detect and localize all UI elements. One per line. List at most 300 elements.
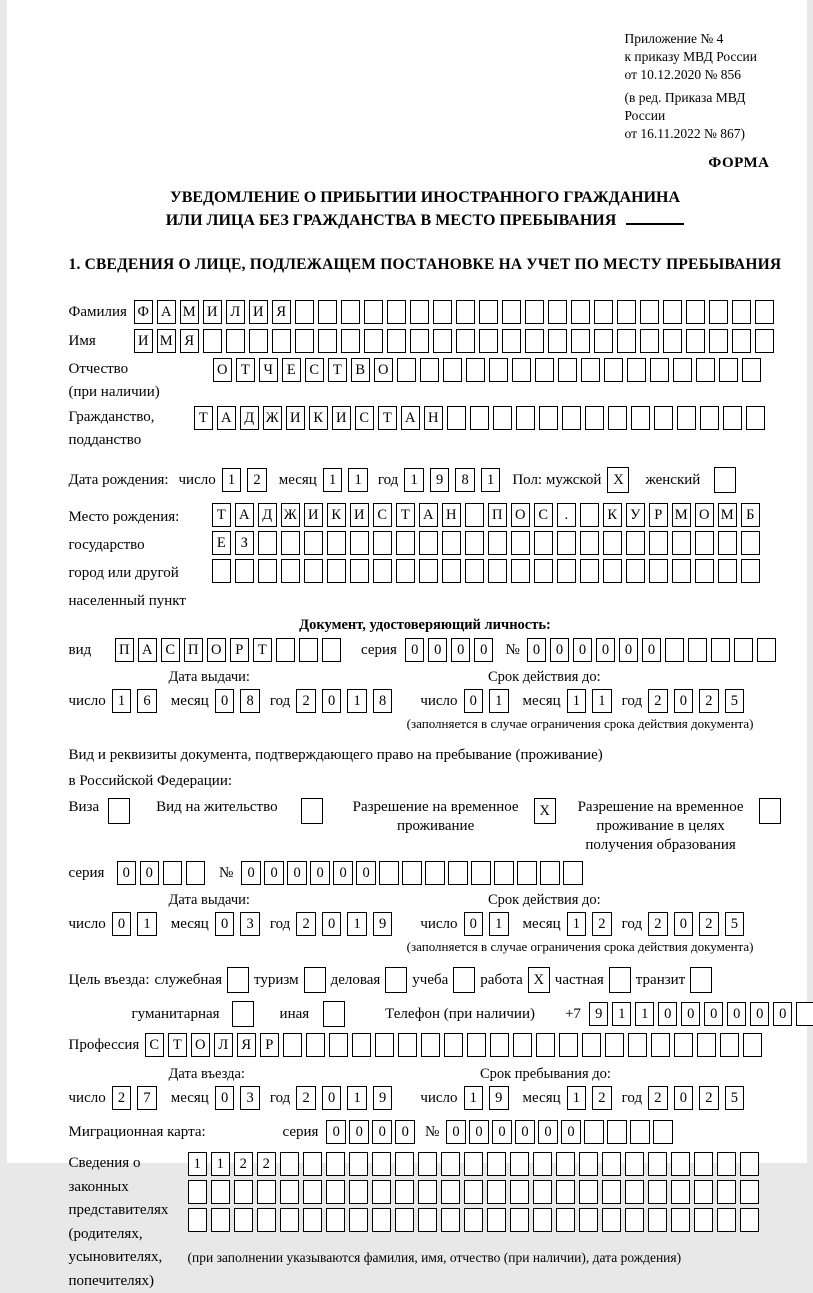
- patronymic-grid-cell-20[interactable]: [650, 358, 670, 382]
- stay-doc-number-grid-cell-1[interactable]: 0: [241, 861, 261, 885]
- phone-grid-cell-1[interactable]: 9: [589, 1002, 609, 1026]
- citizenship-grid-cell-21[interactable]: [654, 406, 674, 430]
- doc-issue-year-grid-cell-1[interactable]: 2: [296, 689, 316, 713]
- profession-grid-cell-25[interactable]: [697, 1033, 717, 1057]
- given-name-grid-cell-20[interactable]: [571, 329, 591, 353]
- given-name-grid-cell-9[interactable]: [318, 329, 338, 353]
- patronymic-grid-cell-6[interactable]: Т: [328, 358, 348, 382]
- phone-grid-cell-3[interactable]: 1: [635, 1002, 655, 1026]
- birth-place-grid-row-3-cell-2[interactable]: [235, 559, 255, 583]
- doc-kind-grid-cell-9[interactable]: [299, 638, 319, 662]
- doc-number-grid-cell-11[interactable]: [757, 638, 777, 662]
- temp-permit-checkbox-cell-1[interactable]: X: [534, 798, 556, 824]
- entry-year-grid-cell-4[interactable]: 9: [373, 1086, 393, 1110]
- given-name-grid-cell-16[interactable]: [479, 329, 499, 353]
- migration-series-grid-cell-2[interactable]: 0: [349, 1120, 369, 1144]
- given-name-grid-cell-3[interactable]: Я: [180, 329, 200, 353]
- doc-issue-year-grid-cell-2[interactable]: 0: [322, 689, 342, 713]
- patronymic-grid-cell-18[interactable]: [604, 358, 624, 382]
- stay-doc-series-grid-cell-1[interactable]: 0: [117, 861, 137, 885]
- representatives-grid-row-3-cell-19[interactable]: [602, 1208, 622, 1232]
- citizenship-grid-cell-23[interactable]: [700, 406, 720, 430]
- surname-grid-cell-16[interactable]: [479, 300, 499, 324]
- doc-issue-year-grid-cell-3[interactable]: 1: [347, 689, 367, 713]
- representatives-grid-row-2-cell-16[interactable]: [533, 1180, 553, 1204]
- sex-male-checkbox-cell-1[interactable]: X: [607, 467, 629, 493]
- representatives-grid-row-3-cell-16[interactable]: [533, 1208, 553, 1232]
- birth-place-grid-row-1-cell-22[interactable]: О: [695, 503, 715, 527]
- stay-doc-number-grid-cell-14[interactable]: [540, 861, 560, 885]
- representatives-grid-row-1-cell-4[interactable]: 2: [257, 1152, 277, 1176]
- doc-number-grid-cell-6[interactable]: 0: [642, 638, 662, 662]
- representatives-grid-row-3-cell-23[interactable]: [694, 1208, 714, 1232]
- birth-place-grid-row-3-cell-10[interactable]: [419, 559, 439, 583]
- doc-kind-grid-cell-6[interactable]: Р: [230, 638, 250, 662]
- representatives-grid-row-2-cell-22[interactable]: [671, 1180, 691, 1204]
- migration-number-grid-cell-10[interactable]: [653, 1120, 673, 1144]
- representatives-grid-row-1-cell-2[interactable]: 1: [211, 1152, 231, 1176]
- patronymic-grid-cell-24[interactable]: [742, 358, 762, 382]
- representatives-grid-row-3-cell-8[interactable]: [349, 1208, 369, 1232]
- stay-until-year-grid-cell-1[interactable]: 2: [648, 1086, 668, 1110]
- doc-kind-grid-cell-3[interactable]: С: [161, 638, 181, 662]
- surname-grid-cell-21[interactable]: [594, 300, 614, 324]
- birth-day-grid-cell-2[interactable]: 2: [247, 468, 267, 492]
- stay-issue-month-grid-cell-1[interactable]: 0: [215, 912, 235, 936]
- migration-series-grid-cell-3[interactable]: 0: [372, 1120, 392, 1144]
- migration-number-grid-cell-9[interactable]: [630, 1120, 650, 1144]
- stay-doc-number-grid-cell-12[interactable]: [494, 861, 514, 885]
- representatives-grid-row-1-cell-22[interactable]: [671, 1152, 691, 1176]
- phone-grid-cell-10[interactable]: [796, 1002, 813, 1026]
- stay-issue-year-grid-cell-4[interactable]: 9: [373, 912, 393, 936]
- birth-place-grid-row-3-cell-4[interactable]: [281, 559, 301, 583]
- doc-kind-grid-cell-5[interactable]: О: [207, 638, 227, 662]
- stay-doc-number-grid-cell-8[interactable]: [402, 861, 422, 885]
- surname-grid-cell-18[interactable]: [525, 300, 545, 324]
- stay-until-year-grid-cell-4[interactable]: 5: [725, 1086, 745, 1110]
- citizenship-grid-cell-2[interactable]: А: [217, 406, 237, 430]
- birth-place-grid-row-2-cell-6[interactable]: [327, 531, 347, 555]
- citizenship-grid-cell-15[interactable]: [516, 406, 536, 430]
- edu-permit-checkbox-cell-1[interactable]: [759, 798, 781, 824]
- birth-place-grid-row-1-cell-24[interactable]: Б: [741, 503, 761, 527]
- representatives-grid-row-3-cell-7[interactable]: [326, 1208, 346, 1232]
- surname-grid-cell-12[interactable]: [387, 300, 407, 324]
- surname-grid-cell-22[interactable]: [617, 300, 637, 324]
- stay-valid-month-grid-cell-1[interactable]: 1: [567, 912, 587, 936]
- citizenship-grid-cell-22[interactable]: [677, 406, 697, 430]
- patronymic-grid-cell-23[interactable]: [719, 358, 739, 382]
- representatives-grid-row-2-cell-18[interactable]: [579, 1180, 599, 1204]
- birth-place-grid-row-3-cell-23[interactable]: [718, 559, 738, 583]
- surname-grid-cell-3[interactable]: М: [180, 300, 200, 324]
- citizenship-grid-cell-11[interactable]: Н: [424, 406, 444, 430]
- birth-place-grid-row-3-cell-15[interactable]: [534, 559, 554, 583]
- citizenship-grid-cell-9[interactable]: Т: [378, 406, 398, 430]
- profession-grid-cell-16[interactable]: [490, 1033, 510, 1057]
- profession-grid-cell-27[interactable]: [743, 1033, 763, 1057]
- purpose-other-checkbox-cell-1[interactable]: [323, 1001, 345, 1027]
- birth-place-grid-row-2-cell-23[interactable]: [718, 531, 738, 555]
- given-name-grid-cell-25[interactable]: [686, 329, 706, 353]
- doc-issue-year-grid-cell-4[interactable]: 8: [373, 689, 393, 713]
- birth-place-grid-row-3-cell-20[interactable]: [649, 559, 669, 583]
- birth-place-grid-row-2-cell-7[interactable]: [350, 531, 370, 555]
- surname-grid-cell-1[interactable]: Ф: [134, 300, 154, 324]
- representatives-grid-row-2-cell-11[interactable]: [418, 1180, 438, 1204]
- given-name-grid-cell-11[interactable]: [364, 329, 384, 353]
- phone-grid-cell-9[interactable]: 0: [773, 1002, 793, 1026]
- surname-grid-cell-24[interactable]: [663, 300, 683, 324]
- representatives-grid-row-1-cell-9[interactable]: [372, 1152, 392, 1176]
- stay-valid-year-grid-cell-4[interactable]: 5: [725, 912, 745, 936]
- birth-place-grid-row-2-cell-3[interactable]: [258, 531, 278, 555]
- surname-grid-cell-19[interactable]: [548, 300, 568, 324]
- given-name-grid-cell-15[interactable]: [456, 329, 476, 353]
- profession-grid-cell-23[interactable]: [651, 1033, 671, 1057]
- birth-place-grid-row-2-cell-19[interactable]: [626, 531, 646, 555]
- doc-kind-grid-cell-8[interactable]: [276, 638, 296, 662]
- birth-place-grid-row-1-cell-6[interactable]: К: [327, 503, 347, 527]
- stay-doc-number-grid-cell-11[interactable]: [471, 861, 491, 885]
- representatives-grid-row-1-cell-3[interactable]: 2: [234, 1152, 254, 1176]
- doc-kind-grid-cell-7[interactable]: Т: [253, 638, 273, 662]
- birth-place-grid-row-1-cell-2[interactable]: А: [235, 503, 255, 527]
- representatives-grid-row-2-cell-13[interactable]: [464, 1180, 484, 1204]
- purpose-tourism-checkbox-cell-1[interactable]: [304, 967, 326, 993]
- stay-doc-number-grid-cell-6[interactable]: 0: [356, 861, 376, 885]
- birth-place-grid-row-2-cell-9[interactable]: [396, 531, 416, 555]
- birth-place-grid-row-1-cell-21[interactable]: М: [672, 503, 692, 527]
- entry-day-grid-cell-1[interactable]: 2: [112, 1086, 132, 1110]
- stay-until-month-grid-cell-2[interactable]: 2: [592, 1086, 612, 1110]
- birth-place-grid-row-3-cell-6[interactable]: [327, 559, 347, 583]
- profession-grid-cell-1[interactable]: С: [145, 1033, 165, 1057]
- representatives-grid-row-2-cell-19[interactable]: [602, 1180, 622, 1204]
- representatives-grid-row-2-cell-3[interactable]: [234, 1180, 254, 1204]
- representatives-grid-row-1-cell-11[interactable]: [418, 1152, 438, 1176]
- birth-year-grid-cell-1[interactable]: 1: [404, 468, 424, 492]
- patronymic-grid-cell-14[interactable]: [512, 358, 532, 382]
- doc-valid-day-grid-cell-2[interactable]: 1: [489, 689, 509, 713]
- entry-year-grid-cell-3[interactable]: 1: [347, 1086, 367, 1110]
- birth-place-grid-row-1-cell-10[interactable]: А: [419, 503, 439, 527]
- stay-issue-year-grid-cell-2[interactable]: 0: [322, 912, 342, 936]
- representatives-grid-row-2-cell-10[interactable]: [395, 1180, 415, 1204]
- surname-grid-cell-13[interactable]: [410, 300, 430, 324]
- birth-month-grid-cell-1[interactable]: 1: [323, 468, 343, 492]
- birth-place-grid-row-2-cell-22[interactable]: [695, 531, 715, 555]
- birth-place-grid-row-1-cell-19[interactable]: У: [626, 503, 646, 527]
- doc-number-grid-cell-2[interactable]: 0: [550, 638, 570, 662]
- representatives-grid-row-3-cell-15[interactable]: [510, 1208, 530, 1232]
- birth-place-grid-row-3-cell-24[interactable]: [741, 559, 761, 583]
- citizenship-grid-cell-3[interactable]: Д: [240, 406, 260, 430]
- stay-doc-series-grid-cell-2[interactable]: 0: [140, 861, 160, 885]
- doc-number-grid-cell-1[interactable]: 0: [527, 638, 547, 662]
- entry-day-grid-cell-2[interactable]: 7: [137, 1086, 157, 1110]
- doc-series-grid-cell-1[interactable]: 0: [405, 638, 425, 662]
- birth-place-grid-row-2-cell-8[interactable]: [373, 531, 393, 555]
- entry-year-grid-cell-2[interactable]: 0: [322, 1086, 342, 1110]
- stay-until-day-grid-cell-1[interactable]: 1: [464, 1086, 484, 1110]
- doc-number-grid-cell-5[interactable]: 0: [619, 638, 639, 662]
- doc-number-grid-cell-10[interactable]: [734, 638, 754, 662]
- birth-place-grid-row-2-cell-21[interactable]: [672, 531, 692, 555]
- doc-valid-year-grid-cell-3[interactable]: 2: [699, 689, 719, 713]
- phone-grid-cell-7[interactable]: 0: [727, 1002, 747, 1026]
- representatives-grid-row-1-cell-1[interactable]: 1: [188, 1152, 208, 1176]
- profession-grid-cell-21[interactable]: [605, 1033, 625, 1057]
- representatives-grid-row-1-cell-24[interactable]: [717, 1152, 737, 1176]
- representatives-grid-row-2-cell-5[interactable]: [280, 1180, 300, 1204]
- birth-place-grid-row-3-cell-8[interactable]: [373, 559, 393, 583]
- stay-valid-month-grid-cell-2[interactable]: 2: [592, 912, 612, 936]
- stay-doc-number-grid-cell-2[interactable]: 0: [264, 861, 284, 885]
- surname-grid-cell-28[interactable]: [755, 300, 775, 324]
- birth-place-grid-row-1-cell-7[interactable]: И: [350, 503, 370, 527]
- migration-number-grid-cell-1[interactable]: 0: [446, 1120, 466, 1144]
- given-name-grid-cell-14[interactable]: [433, 329, 453, 353]
- profession-grid-cell-7[interactable]: [283, 1033, 303, 1057]
- stay-issue-day-grid-cell-2[interactable]: 1: [137, 912, 157, 936]
- birth-place-grid-row-1-cell-18[interactable]: К: [603, 503, 623, 527]
- representatives-grid-row-3-cell-2[interactable]: [211, 1208, 231, 1232]
- representatives-grid-row-1-cell-23[interactable]: [694, 1152, 714, 1176]
- stay-doc-number-grid-cell-10[interactable]: [448, 861, 468, 885]
- doc-issue-day-grid-cell-2[interactable]: 6: [137, 689, 157, 713]
- surname-grid-cell-15[interactable]: [456, 300, 476, 324]
- given-name-grid-cell-2[interactable]: М: [157, 329, 177, 353]
- birth-place-grid-row-3-cell-7[interactable]: [350, 559, 370, 583]
- doc-issue-day-grid-cell-1[interactable]: 1: [112, 689, 132, 713]
- patronymic-grid-cell-12[interactable]: [466, 358, 486, 382]
- surname-grid-cell-7[interactable]: Я: [272, 300, 292, 324]
- representatives-grid-row-2-cell-7[interactable]: [326, 1180, 346, 1204]
- phone-grid-cell-4[interactable]: 0: [658, 1002, 678, 1026]
- stay-doc-series-grid-cell-3[interactable]: [163, 861, 183, 885]
- citizenship-grid-cell-25[interactable]: [746, 406, 766, 430]
- representatives-grid-row-1-cell-21[interactable]: [648, 1152, 668, 1176]
- birth-place-grid-row-3-cell-17[interactable]: [580, 559, 600, 583]
- profession-grid-cell-17[interactable]: [513, 1033, 533, 1057]
- representatives-grid-row-1-cell-15[interactable]: [510, 1152, 530, 1176]
- surname-grid-cell-4[interactable]: И: [203, 300, 223, 324]
- patronymic-grid-cell-11[interactable]: [443, 358, 463, 382]
- profession-grid-cell-20[interactable]: [582, 1033, 602, 1057]
- stay-doc-number-grid-cell-3[interactable]: 0: [287, 861, 307, 885]
- given-name-grid-cell-5[interactable]: [226, 329, 246, 353]
- stay-doc-number-grid-cell-15[interactable]: [563, 861, 583, 885]
- given-name-grid-cell-17[interactable]: [502, 329, 522, 353]
- birth-place-grid-row-2-cell-1[interactable]: Е: [212, 531, 232, 555]
- given-name-grid-cell-10[interactable]: [341, 329, 361, 353]
- representatives-grid-row-2-cell-20[interactable]: [625, 1180, 645, 1204]
- birth-place-grid-row-2-cell-12[interactable]: [465, 531, 485, 555]
- stay-until-day-grid-cell-2[interactable]: 9: [489, 1086, 509, 1110]
- representatives-grid-row-3-cell-3[interactable]: [234, 1208, 254, 1232]
- birth-place-grid-row-3-cell-18[interactable]: [603, 559, 623, 583]
- birth-place-grid-row-2-cell-4[interactable]: [281, 531, 301, 555]
- citizenship-grid-cell-1[interactable]: Т: [194, 406, 214, 430]
- birth-place-grid-row-2-cell-11[interactable]: [442, 531, 462, 555]
- doc-valid-year-grid-cell-1[interactable]: 2: [648, 689, 668, 713]
- stay-issue-day-grid-cell-1[interactable]: 0: [112, 912, 132, 936]
- birth-place-grid-row-2-cell-20[interactable]: [649, 531, 669, 555]
- representatives-grid-row-2-cell-8[interactable]: [349, 1180, 369, 1204]
- given-name-grid-cell-7[interactable]: [272, 329, 292, 353]
- migration-number-grid-cell-7[interactable]: [584, 1120, 604, 1144]
- citizenship-grid-cell-4[interactable]: Ж: [263, 406, 283, 430]
- patronymic-grid-cell-8[interactable]: О: [374, 358, 394, 382]
- representatives-grid-row-1-cell-8[interactable]: [349, 1152, 369, 1176]
- patronymic-grid-cell-21[interactable]: [673, 358, 693, 382]
- citizenship-grid-cell-8[interactable]: С: [355, 406, 375, 430]
- profession-grid-cell-10[interactable]: [352, 1033, 372, 1057]
- representatives-grid-row-1-cell-12[interactable]: [441, 1152, 461, 1176]
- residence-permit-checkbox-cell-1[interactable]: [301, 798, 323, 824]
- stay-valid-day-grid-cell-2[interactable]: 1: [489, 912, 509, 936]
- patronymic-grid-cell-9[interactable]: [397, 358, 417, 382]
- representatives-grid-row-1-cell-20[interactable]: [625, 1152, 645, 1176]
- profession-grid-cell-8[interactable]: [306, 1033, 326, 1057]
- profession-grid-cell-26[interactable]: [720, 1033, 740, 1057]
- birth-year-grid-cell-4[interactable]: 1: [481, 468, 501, 492]
- birth-year-grid-cell-2[interactable]: 9: [430, 468, 450, 492]
- representatives-grid-row-1-cell-13[interactable]: [464, 1152, 484, 1176]
- doc-series-grid-cell-2[interactable]: 0: [428, 638, 448, 662]
- birth-place-grid-row-2-cell-10[interactable]: [419, 531, 439, 555]
- doc-valid-month-grid-cell-1[interactable]: 1: [567, 689, 587, 713]
- birth-place-grid-row-3-cell-21[interactable]: [672, 559, 692, 583]
- purpose-official-checkbox-cell-1[interactable]: [227, 967, 249, 993]
- citizenship-grid-cell-7[interactable]: И: [332, 406, 352, 430]
- migration-number-grid-cell-8[interactable]: [607, 1120, 627, 1144]
- sex-female-checkbox-cell-1[interactable]: [714, 467, 736, 493]
- doc-number-grid-cell-9[interactable]: [711, 638, 731, 662]
- stay-doc-series-grid-cell-4[interactable]: [186, 861, 206, 885]
- birth-place-grid-row-1-cell-8[interactable]: С: [373, 503, 393, 527]
- stay-until-year-grid-cell-2[interactable]: 0: [674, 1086, 694, 1110]
- birth-place-grid-row-1-cell-1[interactable]: Т: [212, 503, 232, 527]
- birth-place-grid-row-2-cell-13[interactable]: [488, 531, 508, 555]
- doc-number-grid-cell-3[interactable]: 0: [573, 638, 593, 662]
- patronymic-grid-cell-1[interactable]: О: [213, 358, 233, 382]
- birth-place-grid-row-1-cell-13[interactable]: П: [488, 503, 508, 527]
- given-name-grid-cell-26[interactable]: [709, 329, 729, 353]
- birth-place-grid-row-3-cell-1[interactable]: [212, 559, 232, 583]
- representatives-grid-row-3-cell-1[interactable]: [188, 1208, 208, 1232]
- representatives-grid-row-2-cell-6[interactable]: [303, 1180, 323, 1204]
- doc-valid-year-grid-cell-4[interactable]: 5: [725, 689, 745, 713]
- entry-month-grid-cell-1[interactable]: 0: [215, 1086, 235, 1110]
- phone-grid-cell-6[interactable]: 0: [704, 1002, 724, 1026]
- patronymic-grid-cell-7[interactable]: В: [351, 358, 371, 382]
- representatives-grid-row-2-cell-23[interactable]: [694, 1180, 714, 1204]
- patronymic-grid-cell-2[interactable]: Т: [236, 358, 256, 382]
- patronymic-grid-cell-16[interactable]: [558, 358, 578, 382]
- migration-number-grid-cell-4[interactable]: 0: [515, 1120, 535, 1144]
- representatives-grid-row-2-cell-1[interactable]: [188, 1180, 208, 1204]
- phone-grid-cell-8[interactable]: 0: [750, 1002, 770, 1026]
- birth-place-grid-row-3-cell-16[interactable]: [557, 559, 577, 583]
- representatives-grid-row-3-cell-20[interactable]: [625, 1208, 645, 1232]
- given-name-grid-cell-13[interactable]: [410, 329, 430, 353]
- given-name-grid-cell-24[interactable]: [663, 329, 683, 353]
- citizenship-grid-cell-14[interactable]: [493, 406, 513, 430]
- representatives-grid-row-3-cell-17[interactable]: [556, 1208, 576, 1232]
- surname-grid-cell-5[interactable]: Л: [226, 300, 246, 324]
- birth-month-grid-cell-2[interactable]: 1: [348, 468, 368, 492]
- representatives-grid-row-3-cell-18[interactable]: [579, 1208, 599, 1232]
- birth-place-grid-row-3-cell-5[interactable]: [304, 559, 324, 583]
- birth-place-grid-row-2-cell-18[interactable]: [603, 531, 623, 555]
- stay-doc-number-grid-cell-9[interactable]: [425, 861, 445, 885]
- purpose-work-checkbox-cell-1[interactable]: X: [528, 967, 550, 993]
- doc-kind-grid-cell-1[interactable]: П: [115, 638, 135, 662]
- profession-grid-cell-18[interactable]: [536, 1033, 556, 1057]
- profession-grid-cell-24[interactable]: [674, 1033, 694, 1057]
- citizenship-grid-cell-10[interactable]: А: [401, 406, 421, 430]
- profession-grid-cell-4[interactable]: Л: [214, 1033, 234, 1057]
- profession-grid-cell-5[interactable]: Я: [237, 1033, 257, 1057]
- representatives-grid-row-3-cell-4[interactable]: [257, 1208, 277, 1232]
- representatives-grid-row-1-cell-14[interactable]: [487, 1152, 507, 1176]
- citizenship-grid-cell-20[interactable]: [631, 406, 651, 430]
- birth-place-grid-row-1-cell-16[interactable]: .: [557, 503, 577, 527]
- birth-place-grid-row-1-cell-14[interactable]: О: [511, 503, 531, 527]
- representatives-grid-row-2-cell-24[interactable]: [717, 1180, 737, 1204]
- doc-series-grid-cell-3[interactable]: 0: [451, 638, 471, 662]
- birth-place-grid-row-1-cell-11[interactable]: Н: [442, 503, 462, 527]
- surname-grid-cell-27[interactable]: [732, 300, 752, 324]
- phone-grid-cell-2[interactable]: 1: [612, 1002, 632, 1026]
- stay-valid-year-grid-cell-2[interactable]: 0: [674, 912, 694, 936]
- given-name-grid-cell-19[interactable]: [548, 329, 568, 353]
- representatives-grid-row-3-cell-22[interactable]: [671, 1208, 691, 1232]
- representatives-grid-row-2-cell-14[interactable]: [487, 1180, 507, 1204]
- patronymic-grid-cell-3[interactable]: Ч: [259, 358, 279, 382]
- representatives-grid-row-1-cell-6[interactable]: [303, 1152, 323, 1176]
- migration-number-grid-cell-5[interactable]: 0: [538, 1120, 558, 1144]
- doc-series-grid-cell-4[interactable]: 0: [474, 638, 494, 662]
- purpose-private-checkbox-cell-1[interactable]: [609, 967, 631, 993]
- entry-month-grid-cell-2[interactable]: 3: [240, 1086, 260, 1110]
- purpose-study-checkbox-cell-1[interactable]: [453, 967, 475, 993]
- representatives-grid-row-2-cell-15[interactable]: [510, 1180, 530, 1204]
- birth-day-grid-cell-1[interactable]: 1: [222, 468, 242, 492]
- stay-until-year-grid-cell-3[interactable]: 2: [699, 1086, 719, 1110]
- purpose-transit-checkbox-cell-1[interactable]: [690, 967, 712, 993]
- visa-checkbox-cell-1[interactable]: [108, 798, 130, 824]
- patronymic-grid-cell-13[interactable]: [489, 358, 509, 382]
- representatives-grid-row-3-cell-9[interactable]: [372, 1208, 392, 1232]
- doc-kind-grid-cell-2[interactable]: А: [138, 638, 158, 662]
- profession-grid-cell-13[interactable]: [421, 1033, 441, 1057]
- patronymic-grid-cell-10[interactable]: [420, 358, 440, 382]
- stay-until-month-grid-cell-1[interactable]: 1: [567, 1086, 587, 1110]
- citizenship-grid-cell-16[interactable]: [539, 406, 559, 430]
- birth-place-grid-row-1-cell-4[interactable]: Ж: [281, 503, 301, 527]
- stay-doc-number-grid-cell-4[interactable]: 0: [310, 861, 330, 885]
- representatives-grid-row-1-cell-5[interactable]: [280, 1152, 300, 1176]
- doc-valid-day-grid-cell-1[interactable]: 0: [464, 689, 484, 713]
- birth-year-grid-cell-3[interactable]: 8: [455, 468, 475, 492]
- phone-grid-cell-5[interactable]: 0: [681, 1002, 701, 1026]
- birth-place-grid-row-2-cell-2[interactable]: З: [235, 531, 255, 555]
- profession-grid-cell-3[interactable]: О: [191, 1033, 211, 1057]
